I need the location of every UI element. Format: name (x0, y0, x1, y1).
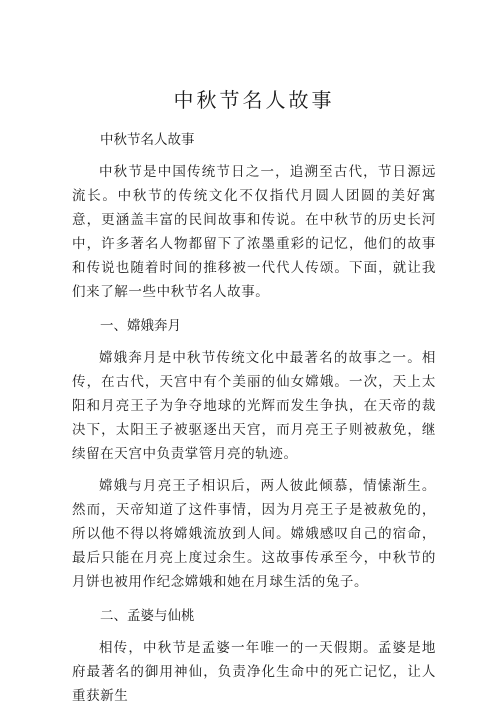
section-heading-change-flies-to-moon: 一、嫦娥奔月 (100, 318, 181, 334)
document-subtitle: 中秋节名人故事 (100, 132, 195, 148)
section-1-paragraph-1: 嫦娥奔月是中秋节传统文化中最著名的故事之一。相传，在古代，天宫中有个美丽的仙女嫦娥。一次，天上太阳和月亮王子为争夺地球的光辉而发生争执，在天帝的裁决下，太阳王子被驱逐出天宫，而月亮王子则被赦免，继续留在天宫中负责掌管月亮的轨迹。 (72, 350, 436, 462)
document-title: 中秋节名人故事 (173, 88, 335, 112)
section-heading-mengpo-and-peach: 二、孟婆与仙桃 (100, 608, 195, 624)
intro-paragraph: 中秋节是中国传统节日之一，追溯至古代，节日源远流长。中秋节的传统文化不仅指代月圆人团圆的美好寓意，更涵盖丰富的民间故事和传说。在中秋节的历史长河中，许多著名人物都留下了浓墨重彩的记忆，他们的故事和传说也随着时间的推移被一代代人传颂。下面，就让我们来了解一些中秋节名人故事。 (72, 164, 436, 300)
section-2-paragraph-1: 相传，中秋节是孟婆一年唯一的一天假期。孟婆是地府最著名的御用神仙，负责净化生命中的死亡记忆，让人重获新生 (72, 640, 436, 704)
section-1-paragraph-2: 嫦娥与月亮王子相识后，两人彼此倾慕，情愫渐生。然而，天帝知道了这件事情，因为月亮王子是被赦免的，所以他不得以将嫦娥流放到人间。嫦娥感叹自己的宿命，最后只能在月亮上度过余生。这故事传承至今，中秋节的月饼也被用作纪念嫦娥和她在月球生活的兔子。 (72, 478, 436, 590)
